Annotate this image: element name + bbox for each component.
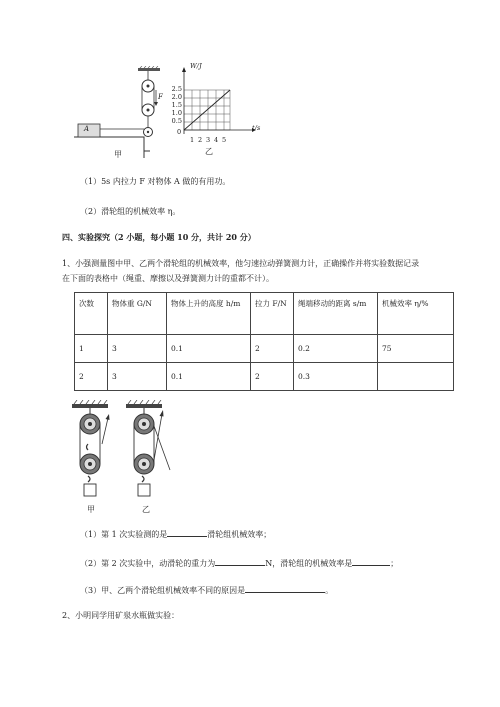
table-row (75, 363, 454, 391)
y-tick: 2.0 (171, 93, 182, 101)
answer-blank-1[interactable] (167, 527, 207, 537)
experiment-data-table (74, 292, 454, 391)
table-header-cell: 次数 (75, 293, 108, 335)
pulley-setup-figure-jia (70, 66, 165, 158)
y-tick: 1.0 (171, 109, 182, 117)
x-tick: 4 (214, 136, 219, 144)
sub-question-2-suffix: ； (390, 559, 399, 568)
sub-question-1 (80, 527, 500, 542)
answer-blank-2b[interactable] (352, 556, 390, 566)
problem-1-intro-line-2: 在下面的表格中（绳重、摩擦以及弹簧测力计的重都不计）。 (62, 274, 274, 283)
table-cell: 3 (108, 335, 167, 363)
y-tick: 1.5 (171, 101, 182, 109)
table-header-cell: 物体上升的高度 h/m (167, 293, 251, 335)
y-tick: 0.5 (171, 117, 182, 125)
answer-blank-2a[interactable] (215, 556, 265, 566)
graph-x-axis-label: t/s (252, 124, 261, 132)
graph-y-ticks (170, 85, 182, 125)
table-cell: 0.2 (294, 335, 378, 363)
sub-question-1-suffix: 滑轮组机械效率； (207, 530, 272, 539)
table-cell: 0.1 (167, 363, 251, 391)
sub-question-2 (80, 556, 500, 571)
sub-question-2-middle: N，滑轮组的机械效率是 (265, 559, 353, 568)
table-cell: 2 (251, 335, 294, 363)
block-label: A (84, 125, 90, 133)
question-1: （1）5s 内拉力 F 对物体 A 做的有用功。 (80, 177, 231, 186)
table-cell: 0.3 (294, 363, 378, 391)
problem-1-intro-line-1: 1、小强测量图中甲、乙两个滑轮组的机械效率，他匀速拉动弹簧测力计，正确操作并将实验数据记录 (62, 259, 420, 268)
x-tick: 2 (198, 136, 203, 144)
table-row (75, 335, 454, 363)
table-header-cell: 绳端移动的距离 s/m (294, 293, 378, 335)
figure-caption-jia: 甲 (114, 150, 123, 159)
problem-2-intro: 2、小明同学用矿泉水瓶做实验： (62, 611, 180, 620)
table-cell: 1 (75, 335, 108, 363)
answer-blank-3[interactable] (245, 583, 325, 593)
figure-caption-yi: 乙 (142, 505, 151, 514)
pulley-figures-jia-yi (68, 400, 178, 510)
table-header-row (75, 293, 454, 335)
table-cell: 3 (108, 363, 167, 391)
x-tick: 5 (222, 136, 227, 144)
figure-caption-yi: 乙 (205, 147, 214, 156)
sub-question-2-text: （2）第 2 次实验中，动滑轮的重力为 (80, 559, 216, 568)
section-title: 四、实验探究（2 小题，每小题 10 分，共计 20 分） (62, 232, 256, 242)
table-cell: 75 (378, 335, 454, 363)
force-label: F (158, 93, 163, 101)
table-header-cell: 拉力 F/N (251, 293, 294, 335)
work-line (184, 90, 230, 130)
sub-question-3 (80, 583, 500, 598)
x-tick: 1 (190, 136, 195, 144)
table-header-cell: 物体重 G/N (108, 293, 167, 335)
sub-question-3-suffix: 。 (325, 586, 334, 595)
sub-question-1-text: （1）第 1 次实验测的是 (80, 530, 168, 539)
table-cell: 2 (75, 363, 108, 391)
table-cell: 2 (251, 363, 294, 391)
sub-question-3-text: （3）甲、乙两个滑轮组机械效率不同的原因是 (80, 586, 246, 595)
question-2: （2）滑轮组的机械效率 η。 (80, 207, 181, 216)
table-cell (378, 363, 454, 391)
x-tick: 3 (206, 136, 211, 144)
x-tick: 0 (177, 128, 182, 136)
graph-y-axis-label: W/J (190, 62, 202, 70)
table-header-cell: 机械效率 η/% (378, 293, 454, 335)
table-cell: 0.1 (167, 335, 251, 363)
y-tick: 2.5 (171, 85, 182, 93)
figure-caption-jia: 甲 (87, 505, 96, 514)
